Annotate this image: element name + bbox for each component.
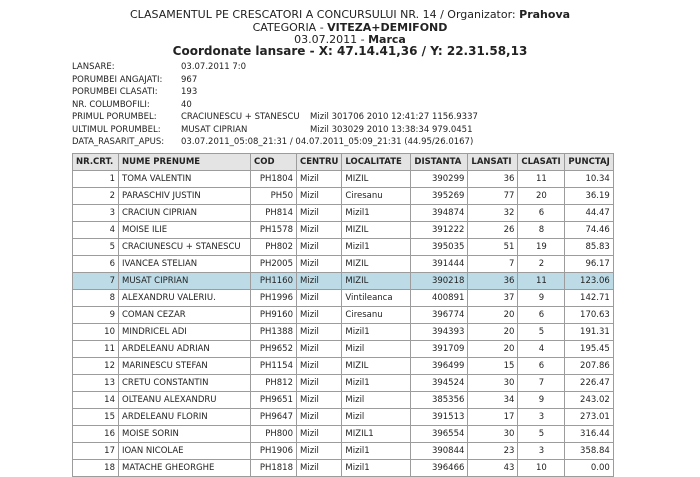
report-title xyxy=(0,8,700,21)
cell-lansati: 30 xyxy=(468,375,518,392)
cell-cod: PH1906 xyxy=(251,443,297,460)
cell-localitate: MIZIL xyxy=(342,171,411,188)
table-row xyxy=(73,409,614,426)
cell-nr: 6 xyxy=(73,256,119,273)
cell-nr: 11 xyxy=(73,341,119,358)
cell-punctaj: 316.44 xyxy=(565,426,613,443)
cell-centru: Mizil xyxy=(297,290,342,307)
cell-cod: PH814 xyxy=(251,205,297,222)
cell-name: CRACIUNESCU + STANESCU xyxy=(119,239,251,256)
cell-name: ARDELEANU FLORIN xyxy=(119,409,251,426)
col-nr-crt: NR.CRT. xyxy=(73,154,119,171)
cell-clasati: 9 xyxy=(518,392,565,409)
cell-localitate: Mizil xyxy=(342,392,411,409)
cell-clasati: 3 xyxy=(518,409,565,426)
table-row xyxy=(73,375,614,392)
race-date: 03.07.2011 xyxy=(294,33,358,46)
cell-punctaj: 170.63 xyxy=(565,307,613,324)
cell-cod: PH1388 xyxy=(251,324,297,341)
cell-clasati: 5 xyxy=(518,426,565,443)
cell-punctaj: 0.00 xyxy=(565,460,613,477)
cell-cod: PH9647 xyxy=(251,409,297,426)
cell-centru: Mizil xyxy=(297,205,342,222)
cell-localitate: Mizil1 xyxy=(342,324,411,341)
cell-distanta: 396554 xyxy=(411,426,468,443)
cell-localitate: Vintileanca xyxy=(342,290,411,307)
cell-lansati: 43 xyxy=(468,460,518,477)
cell-lansati: 30 xyxy=(468,426,518,443)
cell-clasati: 3 xyxy=(518,443,565,460)
cell-name: COMAN CEZAR xyxy=(119,307,251,324)
cell-nr: 12 xyxy=(73,358,119,375)
cell-cod: PH802 xyxy=(251,239,297,256)
table-row xyxy=(73,307,614,324)
cell-localitate: MIZIL xyxy=(342,256,411,273)
info-value: 03.07.2011_05:08_21:31 / 04.07.2011_05:09_21:31 (44.95/26.0167) xyxy=(181,137,474,147)
cell-distanta: 391709 xyxy=(411,341,468,358)
cell-localitate: Mizil1 xyxy=(342,375,411,392)
table-row xyxy=(73,222,614,239)
cell-lansati: 26 xyxy=(468,222,518,239)
col-clasati: CLASATI xyxy=(518,154,565,171)
cell-lansati: 37 xyxy=(468,290,518,307)
cell-distanta: 390299 xyxy=(411,171,468,188)
cell-name: OLTEANU ALEXANDRU xyxy=(119,392,251,409)
cell-nr: 4 xyxy=(73,222,119,239)
cell-cod: PH1154 xyxy=(251,358,297,375)
cell-punctaj: 358.84 xyxy=(565,443,613,460)
cell-centru: Mizil xyxy=(297,307,342,324)
table-row xyxy=(73,426,614,443)
table-row xyxy=(73,239,614,256)
cell-clasati: 7 xyxy=(518,375,565,392)
cell-lansati: 51 xyxy=(468,239,518,256)
cell-centru: Mizil xyxy=(297,273,342,290)
cell-punctaj: 273.01 xyxy=(565,409,613,426)
cell-punctaj: 195.45 xyxy=(565,341,613,358)
cell-distanta: 385356 xyxy=(411,392,468,409)
cell-distanta: 396466 xyxy=(411,460,468,477)
cell-centru: Mizil xyxy=(297,171,342,188)
col-lansati: LANSATI xyxy=(468,154,518,171)
table-row xyxy=(73,290,614,307)
cell-nr: 9 xyxy=(73,307,119,324)
cell-clasati: 8 xyxy=(518,222,565,239)
cell-cod: PH9652 xyxy=(251,341,297,358)
cell-cod: PH50 xyxy=(251,188,297,205)
results-table xyxy=(72,153,614,477)
info-extra: Mizil 301706 2010 12:41:27 1156.9337 xyxy=(310,112,478,122)
cell-distanta: 390844 xyxy=(411,443,468,460)
col-distanta: DISTANTA xyxy=(411,154,468,171)
cell-localitate: Mizil1 xyxy=(342,205,411,222)
cell-distanta: 394524 xyxy=(411,375,468,392)
cell-punctaj: 85.83 xyxy=(565,239,613,256)
table-row xyxy=(73,324,614,341)
title-prefix: CLASAMENTUL PE CRESCATORI A CONCURSULUI NR. 14 / Organizator: xyxy=(129,8,520,21)
table-row xyxy=(73,256,614,273)
cell-nr: 15 xyxy=(73,409,119,426)
cell-name: CRETU CONSTANTIN xyxy=(119,375,251,392)
info-label: PORUMBEI CLASATI: xyxy=(72,87,158,97)
category-prefix: CATEGORIA - xyxy=(252,21,328,34)
info-value: MUSAT CIPRIAN xyxy=(181,124,248,135)
cell-nr: 16 xyxy=(73,426,119,443)
cell-nr: 14 xyxy=(73,392,119,409)
cell-distanta: 396499 xyxy=(411,358,468,375)
cell-name: MUSAT CIPRIAN xyxy=(119,273,251,290)
cell-clasati: 6 xyxy=(518,307,565,324)
date-separator: - xyxy=(357,33,369,46)
cell-punctaj: 123.06 xyxy=(565,273,613,290)
cell-localitate: Ciresanu xyxy=(342,307,411,324)
cell-lansati: 32 xyxy=(468,205,518,222)
cell-centru: Mizil xyxy=(297,375,342,392)
cell-nr: 10 xyxy=(73,324,119,341)
cell-localitate: Mizil xyxy=(342,341,411,358)
cell-clasati: 4 xyxy=(518,341,565,358)
cell-clasati: 10 xyxy=(518,460,565,477)
info-extra: Mizil 303029 2010 13:38:34 979.0451 xyxy=(310,124,473,135)
cell-name: MINDRICEL ADI xyxy=(119,324,251,341)
cell-nr: 8 xyxy=(73,290,119,307)
cell-punctaj: 36.19 xyxy=(565,188,613,205)
cell-centru: Mizil xyxy=(297,409,342,426)
table-row xyxy=(73,341,614,358)
cell-name: MOISE SORIN xyxy=(119,426,251,443)
cell-name: ALEXANDRU VALERIU. xyxy=(119,290,251,307)
col-cod: COD xyxy=(251,154,297,171)
cell-clasati: 19 xyxy=(518,239,565,256)
cell-lansati: 36 xyxy=(468,273,518,290)
cell-centru: Mizil xyxy=(297,443,342,460)
table-row xyxy=(73,358,614,375)
cell-centru: Mizil xyxy=(297,239,342,256)
cell-clasati: 6 xyxy=(518,205,565,222)
cell-cod: PH9651 xyxy=(251,392,297,409)
info-value: 193 xyxy=(181,87,198,97)
cell-distanta: 391513 xyxy=(411,409,468,426)
cell-distanta: 390218 xyxy=(411,273,468,290)
cell-cod: PH9160 xyxy=(251,307,297,324)
cell-lansati: 36 xyxy=(468,171,518,188)
cell-centru: Mizil xyxy=(297,392,342,409)
cell-nr: 18 xyxy=(73,460,119,477)
cell-name: PARASCHIV JUSTIN xyxy=(119,188,251,205)
info-value: 03.07.2011 7:0 xyxy=(181,62,247,72)
info-value: CRACIUNESCU + STANESCU xyxy=(181,112,300,122)
cell-lansati: 17 xyxy=(468,409,518,426)
cell-clasati: 11 xyxy=(518,273,565,290)
cell-localitate: Mizil1 xyxy=(342,460,411,477)
cell-nr: 2 xyxy=(73,188,119,205)
cell-lansati: 7 xyxy=(468,256,518,273)
category-name: VITEZA+DEMIFOND xyxy=(327,21,448,34)
cell-clasati: 5 xyxy=(518,324,565,341)
cell-distanta: 395035 xyxy=(411,239,468,256)
cell-localitate: MIZIL1 xyxy=(342,426,411,443)
table-row xyxy=(73,171,614,188)
cell-lansati: 23 xyxy=(468,443,518,460)
cell-distanta: 400891 xyxy=(411,290,468,307)
cell-centru: Mizil xyxy=(297,188,342,205)
cell-punctaj: 243.02 xyxy=(565,392,613,409)
cell-lansati: 20 xyxy=(468,324,518,341)
cell-name: MATACHE GHEORGHE xyxy=(119,460,251,477)
cell-nr: 3 xyxy=(73,205,119,222)
cell-cod: PH800 xyxy=(251,426,297,443)
col-nume-prenume: NUME PRENUME xyxy=(119,154,251,171)
info-label: PRIMUL PORUMBEL: xyxy=(72,112,157,122)
table-row xyxy=(73,443,614,460)
table-row xyxy=(73,188,614,205)
cell-distanta: 396774 xyxy=(411,307,468,324)
cell-centru: Mizil xyxy=(297,256,342,273)
release-coordinates: Coordonate lansare - X: 47.14.41,36 / Y: 22.31.58,13 xyxy=(172,44,528,58)
cell-centru: Mizil xyxy=(297,341,342,358)
cell-cod: PH812 xyxy=(251,375,297,392)
cell-name: MARINESCU STEFAN xyxy=(119,358,251,375)
cell-distanta: 394874 xyxy=(411,205,468,222)
table-row xyxy=(73,273,614,290)
cell-localitate: Mizil xyxy=(342,409,411,426)
info-value: 967 xyxy=(181,74,198,85)
cell-localitate: Mizil1 xyxy=(342,443,411,460)
cell-clasati: 20 xyxy=(518,188,565,205)
col-centru: CENTRU xyxy=(297,154,342,171)
cell-centru: Mizil xyxy=(297,460,342,477)
cell-nr: 7 xyxy=(73,273,119,290)
cell-nr: 5 xyxy=(73,239,119,256)
cell-localitate: Ciresanu xyxy=(342,188,411,205)
cell-nr: 13 xyxy=(73,375,119,392)
table-row xyxy=(73,205,614,222)
cell-lansati: 20 xyxy=(468,307,518,324)
cell-centru: Mizil xyxy=(297,222,342,239)
cell-punctaj: 44.47 xyxy=(565,205,613,222)
cell-name: TOMA VALENTIN xyxy=(119,171,251,188)
cell-cod: PH1996 xyxy=(251,290,297,307)
cell-punctaj: 191.31 xyxy=(565,324,613,341)
cell-distanta: 391444 xyxy=(411,256,468,273)
cell-centru: Mizil xyxy=(297,358,342,375)
cell-localitate: Mizil1 xyxy=(342,239,411,256)
cell-nr: 17 xyxy=(73,443,119,460)
info-label: LANSARE: xyxy=(72,62,115,72)
table-header-row xyxy=(73,154,614,171)
cell-punctaj: 207.86 xyxy=(565,358,613,375)
cell-lansati: 77 xyxy=(468,188,518,205)
cell-punctaj: 142.71 xyxy=(565,290,613,307)
cell-lansati: 15 xyxy=(468,358,518,375)
info-label: PORUMBEI ANGAJATI: xyxy=(72,74,163,85)
cell-name: MOISE ILIE xyxy=(119,222,251,239)
cell-name: IOAN NICOLAE xyxy=(119,443,251,460)
col-localitate: LOCALITATE xyxy=(342,154,411,171)
cell-localitate: MIZIL xyxy=(342,273,411,290)
cell-name: ARDELEANU ADRIAN xyxy=(119,341,251,358)
info-label: DATA_RASARIT_APUS: xyxy=(72,137,165,147)
cell-nr: 1 xyxy=(73,171,119,188)
cell-cod: PH1818 xyxy=(251,460,297,477)
cell-clasati: 9 xyxy=(518,290,565,307)
table-row xyxy=(73,392,614,409)
race-place: Marca xyxy=(368,33,406,46)
cell-centru: Mizil xyxy=(297,426,342,443)
cell-clasati: 11 xyxy=(518,171,565,188)
cell-cod: PH1578 xyxy=(251,222,297,239)
cell-punctaj: 74.46 xyxy=(565,222,613,239)
info-label: NR. COLUMBOFILI: xyxy=(72,99,150,110)
cell-clasati: 6 xyxy=(518,358,565,375)
organizer-name: Prahova xyxy=(519,8,571,21)
cell-localitate: MIZIL xyxy=(342,358,411,375)
table-row xyxy=(73,460,614,477)
cell-distanta: 395269 xyxy=(411,188,468,205)
cell-clasati: 2 xyxy=(518,256,565,273)
cell-lansati: 20 xyxy=(468,341,518,358)
cell-cod: PH1160 xyxy=(251,273,297,290)
cell-distanta: 394393 xyxy=(411,324,468,341)
cell-cod: PH1804 xyxy=(251,171,297,188)
cell-distanta: 391222 xyxy=(411,222,468,239)
cell-cod: PH2005 xyxy=(251,256,297,273)
info-value: 40 xyxy=(181,99,192,110)
cell-lansati: 34 xyxy=(468,392,518,409)
col-punctaj: PUNCTAJ xyxy=(565,154,613,171)
cell-name: CRACIUN CIPRIAN xyxy=(119,205,251,222)
cell-name: IVANCEA STELIAN xyxy=(119,256,251,273)
info-label: ULTIMUL PORUMBEL: xyxy=(72,124,161,135)
cell-punctaj: 10.34 xyxy=(565,171,613,188)
cell-localitate: MIZIL xyxy=(342,222,411,239)
cell-centru: Mizil xyxy=(297,324,342,341)
cell-punctaj: 96.17 xyxy=(565,256,613,273)
cell-punctaj: 226.47 xyxy=(565,375,613,392)
